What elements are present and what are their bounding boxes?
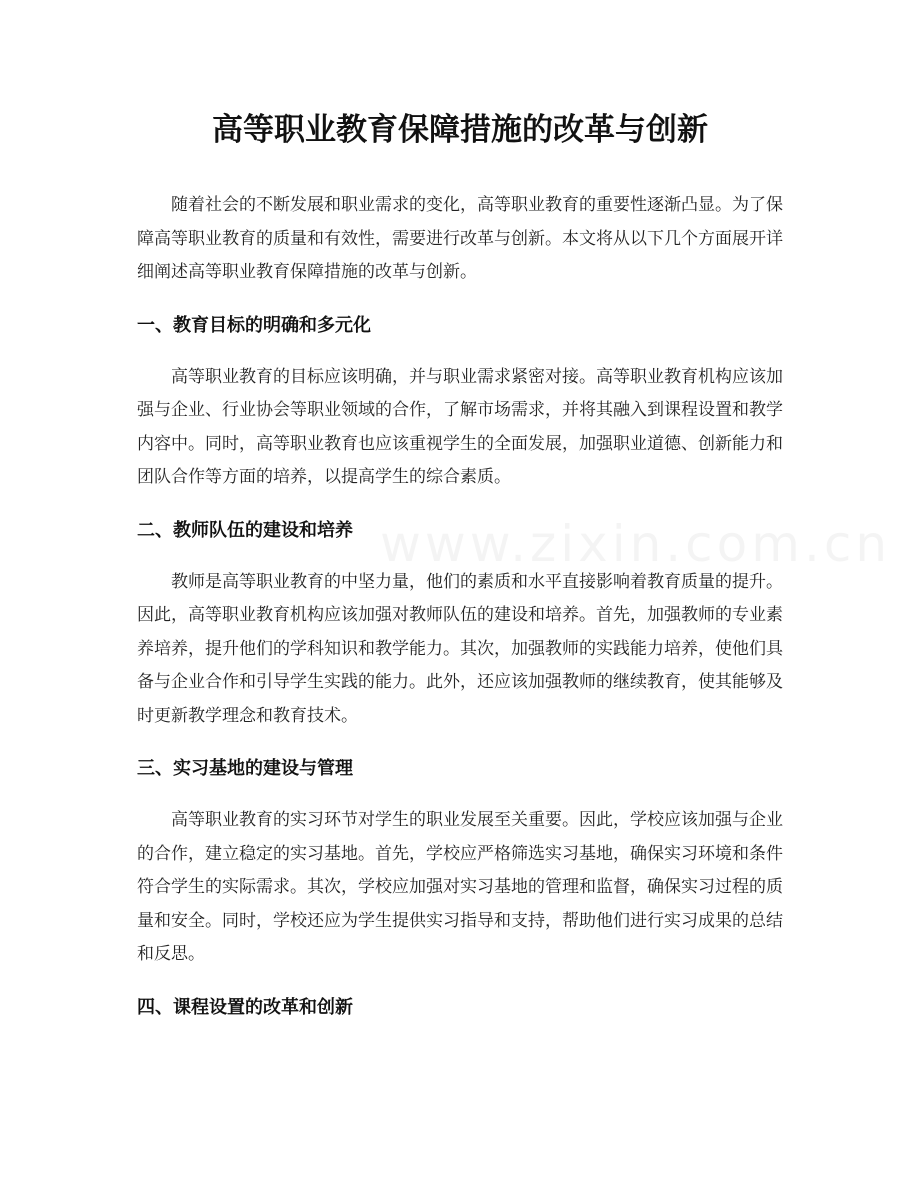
section-heading-2: 二、教师队伍的建设和培养 — [137, 519, 353, 541]
intro-paragraph: 随着社会的不断发展和职业需求的变化，高等职业教育的重要性逐渐凸显。为了保障高等职业教育的质量和有效性，需要进行改革与创新。本文将从以下几个方面展开详细阐述高等职业教育保障措施的改革与创新。 — [137, 195, 783, 282]
section-heading-3: 三、实习基地的建设与管理 — [137, 758, 353, 779]
section-body-2: 教师是高等职业教育的中坚力量，他们的素质和水平直接影响着教育质量的提升。因此，高等职业教育机构应该加强对教师队伍的建设和培养。首先，加强教师的专业素养培养，提升他们的学科知识和教学能力。其次，加强教师的实践能力培养，使他们具备与企业合作和引导学生实践的能力。此外，还应该加强教师的继续教育，使其能够及时更新教学理念和教育技术。 — [137, 571, 783, 726]
section-body-1: 高等职业教育的目标应该明确，并与职业需求紧密对接。高等职业教育机构应该加强与企业、行业协会等职业领域的合作，了解市场需求，并将其融入到课程设置和教学内容中。同时，高等职业教育也应该重视学生的全面发展，加强职业道德、创新能力和团队合作等方面的培养，以提高学生的综合素质。 — [137, 366, 783, 487]
section-heading-1: 一、教育目标的明确和多元化 — [137, 314, 371, 336]
document-title: 高等职业教育保障措施的改革与创新 — [212, 112, 708, 148]
section-heading-4: 四、课程设置的改革和创新 — [137, 996, 353, 1018]
section-body-3: 高等职业教育的实习环节对学生的职业发展至关重要。因此，学校应该加强与企业的合作，建立稳定的实习基地。首先，学校应严格筛选实习基地，确保实习环境和条件符合学生的实际需求。其次，学校应加强对实习基地的管理和监督，确保实习过程的质量和安全。同时，学校还应为学生提供实习指导和支持，帮助他们进行实习成果的总结和反思。 — [137, 810, 783, 964]
